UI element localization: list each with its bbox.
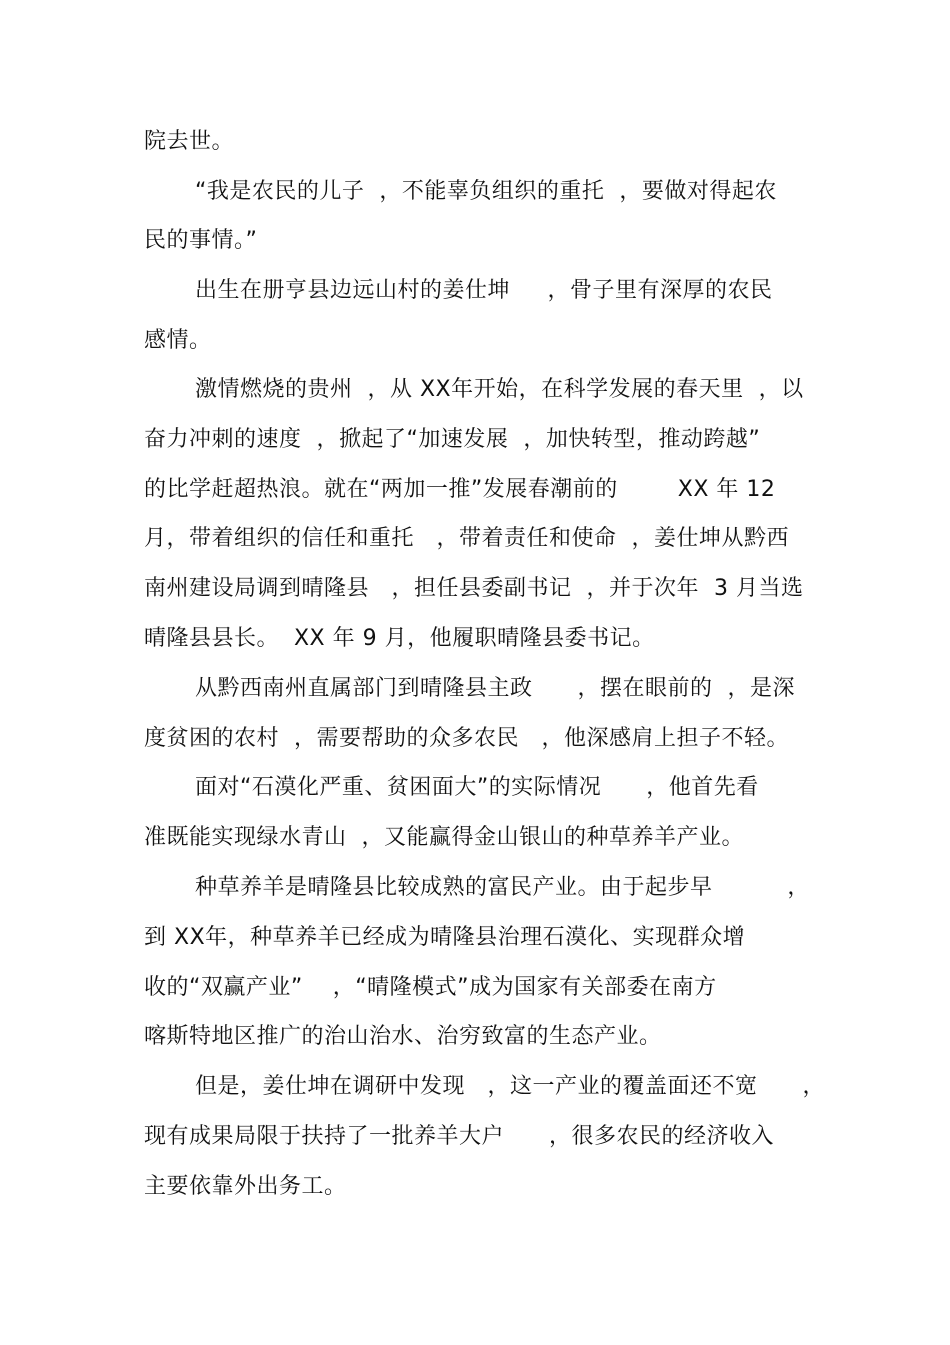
text-line: 但是，姜仕坤在调研中发现 ，这一产业的覆盖面还不宽 ，	[195, 1074, 825, 1099]
text-line: 度贫困的农村 ，需要帮助的众多农民 ，他深感肩上担子不轻。	[144, 726, 789, 751]
text-line: 晴隆县县长。 XX 年 9 月，他履职晴隆县委书记。	[144, 626, 655, 651]
text-line: 从黔西南州直属部门到晴隆县主政 ，摆在眼前的 ，是深	[195, 676, 795, 701]
text-line: 现有成果局限于扶持了一批养羊大户 ，很多农民的经济收入	[144, 1124, 774, 1149]
text-line: 的比学赶超热浪。就在“两加一推”发展春潮前的 XX 年 12	[144, 477, 776, 502]
text-line: 感情。	[144, 328, 212, 353]
text-line: 月，带着组织的信任和重托 ，带着责任和使命 ，姜仕坤从黔西	[144, 526, 789, 551]
text-line: 院去世。	[144, 129, 235, 154]
text-line: 收的“双赢产业” ，“晴隆模式”成为国家有关部委在南方	[144, 975, 717, 1000]
text-line: 南州建设局调到晴隆县 ，担任县委副书记 ，并于次年 3 月当选	[144, 576, 804, 601]
text-line: 喀斯特地区推广的治山治水、治穷致富的生态产业。	[144, 1024, 662, 1049]
text-line: 种草养羊是晴隆县比较成熟的富民产业。由于起步早 ，	[195, 875, 810, 900]
text-line: “我是农民的儿子 ，不能辜负组织的重托 ，要做对得起农	[195, 179, 777, 204]
text-line: 面对“石漠化严重、贫困面大”的实际情况 ，他首先看	[195, 775, 759, 800]
text-line: 奋力冲刺的速度 ，掀起了“加速发展 ，加快转型，推动跨越”	[144, 427, 761, 452]
text-line: 主要依靠外出务工。	[144, 1174, 347, 1199]
text-line: 准既能实现绿水青山 ，又能赢得金山银山的种草养羊产业。	[144, 825, 744, 850]
text-line: 到 XX年，种草养羊已经成为晴隆县治理石漠化、实现群众增	[144, 925, 746, 950]
text-line: 激情燃烧的贵州 ，从 XX年开始，在科学发展的春天里 ，以	[195, 377, 804, 402]
text-line: 出生在册亨县边远山村的姜仕坤 ，骨子里有深厚的农民	[195, 278, 773, 303]
text-line: 民的事情。”	[144, 228, 258, 253]
